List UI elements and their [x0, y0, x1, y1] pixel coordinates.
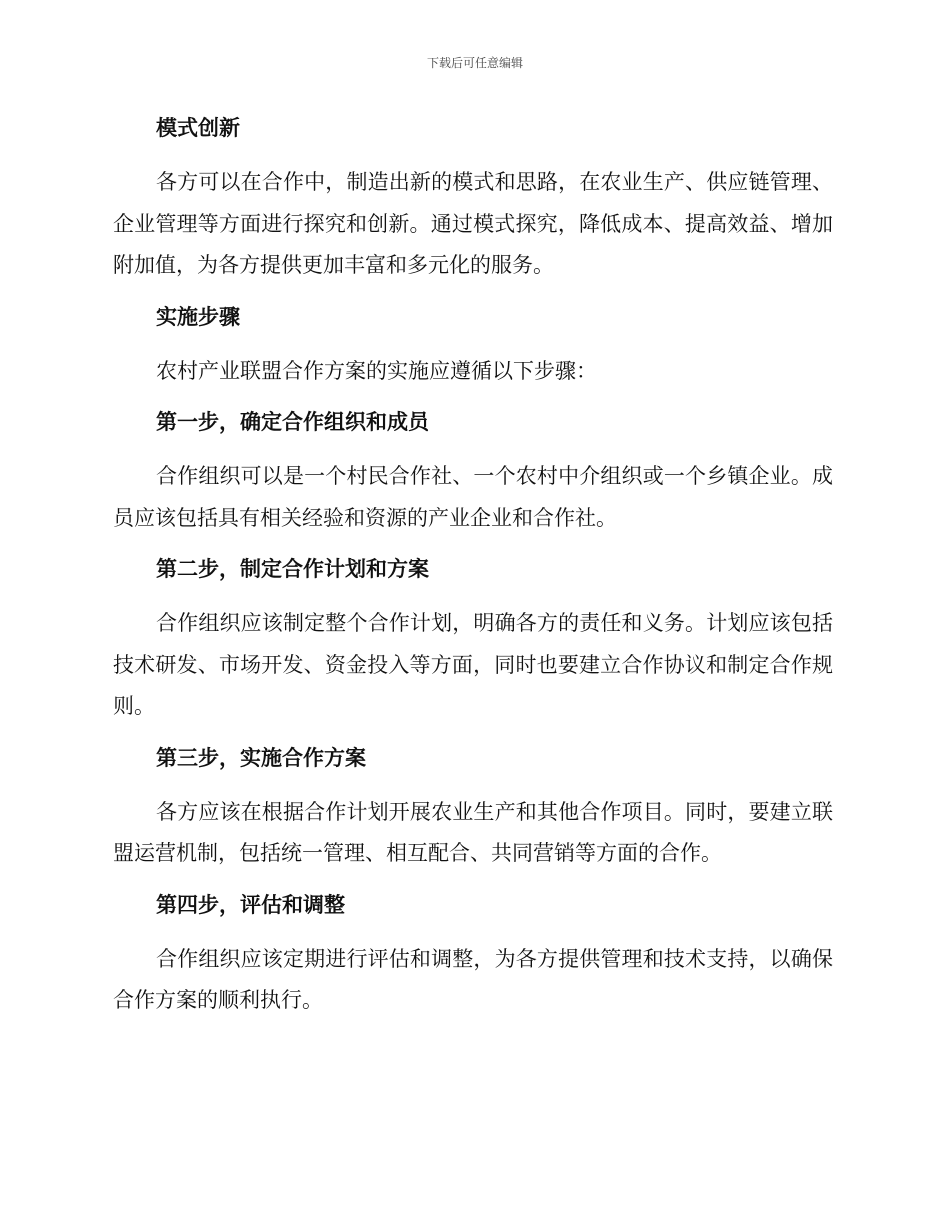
section-heading-step-three: 第三步，实施合作方案: [156, 745, 366, 770]
paragraph-step-four: 合作组织应该定期进行评估和调整，为各方提供管理和技术支持，以确保合作方案的顺利执行。: [113, 946, 833, 1012]
section-heading-implementation-steps: 实施步骤: [156, 304, 240, 329]
section-heading-step-one: 第一步，确定合作组织和成员: [156, 410, 429, 434]
paragraph-step-three: 各方应该在根据合作计划开展农业生产和其他合作项目。同时，要建立联盟运营机制，包括统一管理、相互配合、共同营销等方面的合作。: [113, 799, 833, 865]
section-heading-step-two: 第二步，制定合作计划和方案: [156, 557, 429, 581]
page-header: 下载后可任意编辑: [426, 56, 523, 70]
paragraph-step-one: 合作组织可以是一个村民合作社、一个农村中介组织或一个乡镇企业。成员应该包括具有相关经验和资源的产业企业和合作社。: [113, 464, 833, 530]
section-heading-step-four: 第四步，评估和调整: [156, 892, 345, 917]
document-body: [113, 108, 833, 1032]
paragraph-implementation-intro: 农村产业联盟合作方案的实施应遵循以下步骤：: [156, 358, 597, 383]
paragraph-model-innovation: 各方可以在合作中，制造出新的模式和思路，在农业生产、供应链管理、企业管理等方面进行探究和创新。通过模式探究，降低成本、提高效益、增加附加值，为各方提供更加丰富和多元化的服务。: [113, 170, 833, 277]
section-heading-model-innovation: 模式创新: [156, 116, 240, 140]
paragraph-step-two: 合作组织应该制定整个合作计划，明确各方的责任和义务。计划应该包括技术研发、市场开发、资金投入等方面，同时也要建立合作协议和制定合作规则。: [113, 611, 833, 718]
